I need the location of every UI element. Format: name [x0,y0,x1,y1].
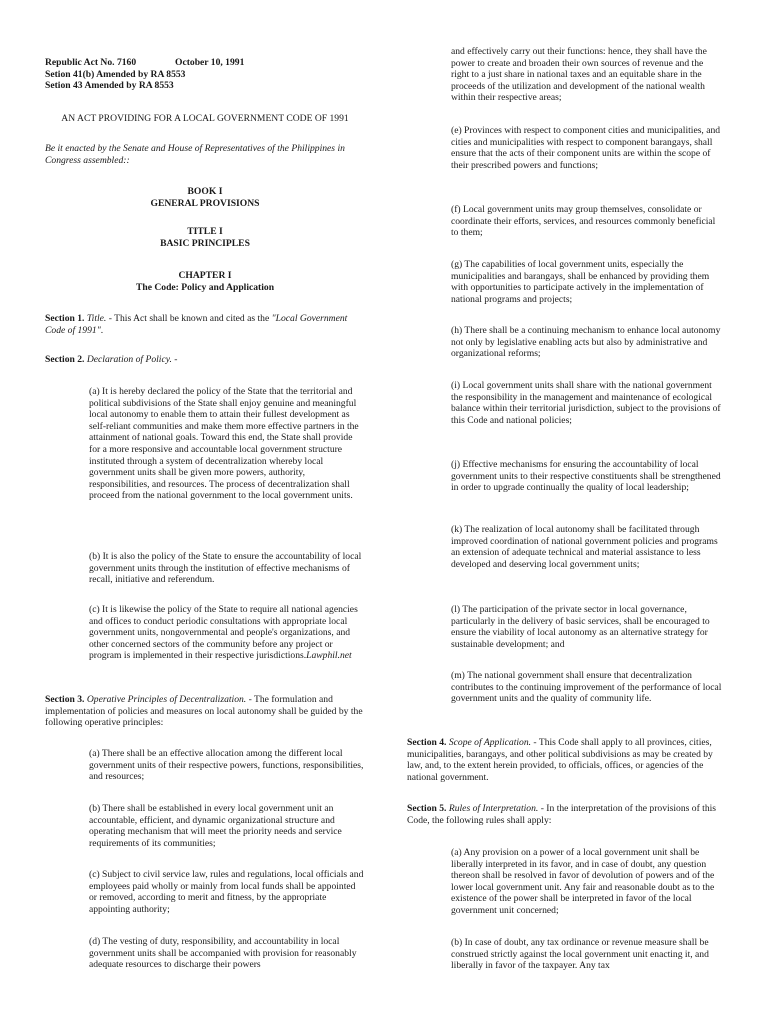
header-block [45,57,365,92]
section-5-b: (b) In case of doubt, any tax ordinance or revenue measure shall be construed strictly against the local government unit enacting it, and liberally in favor of the taxpayer. Any tax [451,937,709,972]
section-5-a: (a) Any provision on a power of a local government unit shall be liberally interpreted in its favor, and in case of doubt, any question thereon shall be resolved in favor of devolution of powers and of the lower local government unit. Any fair and reasonable doubt as to the existence of the power shall be interpreted in favor of the local government unit concerned; [451,847,715,916]
enacting-clause: Be it enacted by the Senate and House of Representatives of the Philippines in Congress assembled:: [45,143,345,166]
section-3-text: - The formulation and implementation of policies and measures on local autonomy shall be guided by the following operative principles: [45,694,363,729]
book-number: BOOK I [187,186,223,197]
lawphil-mark: Lawphil.net [306,650,352,662]
section-3-b: (b) There shall be established in every local government unit an accountable, efficient, and dynamic organizational structure and operating mechanism that will meet the priority needs and service requirements of its communities; [89,803,342,849]
section-3-k: (k) The realization of local autonomy shall be facilitated through improved coordination of national government policies and programs an extension of adequate technical and material assistance to less developed and deserving local government units; [451,524,718,570]
act-title: AN ACT PROVIDING FOR A LOCAL GOVERNMENT CODE OF 1991 [61,113,349,124]
section-3-d: (d) The vesting of duty, responsibility, and accountability in local government units shall be accompanied with provision for reasonably adequate resources to discharge their powers [89,936,357,971]
section-3-f: (f) Local government units may group themselves, consolidate or coordinate their efforts, services, and resources commonly beneficial to them; [451,204,716,239]
chapter-number: CHAPTER I [178,270,232,281]
act-number: Republic Act No. 7160 [45,57,137,68]
section-2-label: Section 2. [45,354,85,365]
section-5-label: Section 5. [407,803,447,814]
section-3-m: (m) The national government shall ensure that decentralization contributes to the continuing improvement of the performance of local government units and the quality of community life. [451,670,722,705]
section-1 [45,313,365,336]
section-3-i: (i) Local government units shall share with the national government the responsibility in the management and maintenance of ecological balance within their territorial jurisdiction, subject to the provisions of this Code and national policies; [451,380,721,426]
section-4-label: Section 4. [407,737,447,748]
section-3 [45,694,365,729]
section-2-b: (b) It is also the policy of the State to ensure the accountability of local government units through the institution of effective mechanisms of recall, initiative and referendum. [89,551,362,586]
section-5-heading: Rules of Interpretation. [448,803,539,814]
section-3-heading: Operative Principles of Decentralization. [86,694,247,705]
section-1-text: - This Act shall be known and cited as the [106,313,272,324]
title-name: BASIC PRINCIPLES [160,238,250,249]
amendment-1: Setion 41(b) Amended by RA 8553 [45,68,186,80]
section-4-text: - This Code shall apply to all provinces, cities, municipalities, barangays, and other political subdivisions as may be created by law, and, to the extent herein provided, to officials, offices, or agencies of the national government. [407,737,713,783]
act-date: October 10, 1991 [175,57,245,68]
section-1-quote: "Local Government Code of 1991" [45,313,348,336]
amendment-2: Setion 43 Amended by RA 8553 [45,80,174,92]
section-3-e: (e) Provinces with respect to component cities and municipalities, and cities and municipalities with respect to component barangays, shall ensure that the acts of their component units are within the scope of their prescribed powers and functions; [451,125,721,171]
section-3-label: Section 3. [45,694,85,705]
section-3-a: (a) There shall be an effective allocation among the different local government units of their respective powers, functions, responsibilities, and resources; [89,748,364,783]
section-3-c: (c) Subject to civil service law, rules and regulations, local officials and employees paid wholly or mainly from local funds shall be appointed or removed, according to merit and fitness, by the appropriate appointing authority; [89,869,364,915]
section-3-h: (h) There shall be a continuing mechanism to enhance local autonomy not only by legislative enabling acts but also by administrative and organizational reforms; [451,325,721,360]
section-2-dash: - [171,354,178,365]
section-2 [45,354,365,366]
section-4 [407,737,723,783]
section-3-l: (l) The participation of the private sector in local governance, particularly in the delivery of basic services, shall be encouraged to ensure the viability of local autonomy as an alternative strategy for sustainable development; and [451,604,710,650]
section-5-text: - In the interpretation of the provisions of this Code, the following rules shall apply: [407,803,717,826]
section-1-label: Section 1. [45,313,85,324]
book-name: GENERAL PROVISIONS [150,198,260,209]
section-4-heading: Scope of Application. [448,737,532,748]
section-5 [407,803,723,826]
section-2-c [89,604,365,662]
section-2-heading: Declaration of Policy. [86,354,172,365]
section-3-g: (g) The capabilities of local government units, especially the municipalities and barangays, shall be enhanced by providing them with opportunities to participate actively in the implementation of national programs and projects; [451,259,710,305]
section-3-d-continued: and effectively carry out their functions: hence, they shall have the power to create and broaden their own sources of revenue and the right to a just share in national taxes and an equitable share in the proceeds of the utilization and development of the national wealth within their respective areas; [451,46,707,104]
title-number: TITLE I [187,226,223,237]
section-1-heading: Title. [86,313,107,324]
section-2-c-text: (c) It is likewise the policy of the State to require all national agencies and offices to conduct periodic consultations with appropriate local government units, nongovernmental and people's organizations, and other concerned sectors of the community before any project or program is implemented in their respective jurisdictions. [89,604,358,662]
chapter-name: The Code: Policy and Application [135,282,275,293]
section-3-j: (j) Effective mechanisms for ensuring the accountability of local government units to their respective constituents shall be strengthened in order to upgrade continually the quality of local leadership; [451,459,721,494]
section-1-end: . [100,324,104,336]
section-2-a: (a) It is hereby declared the policy of the State that the territorial and political subdivisions of the State shall enjoy genuine and meaningful local autonomy to enable them to attain their fullest development as self-reliant communities and make them more effective partners in the attainment of national goals. Toward this end, the State shall provide for a more responsive and accountable local government structure instituted through a system of decentralization whereby local government units shall be given more powers, authority, responsibilities, and resources. The process of decentralization shall proceed from the national government to the local government units. [89,386,359,502]
